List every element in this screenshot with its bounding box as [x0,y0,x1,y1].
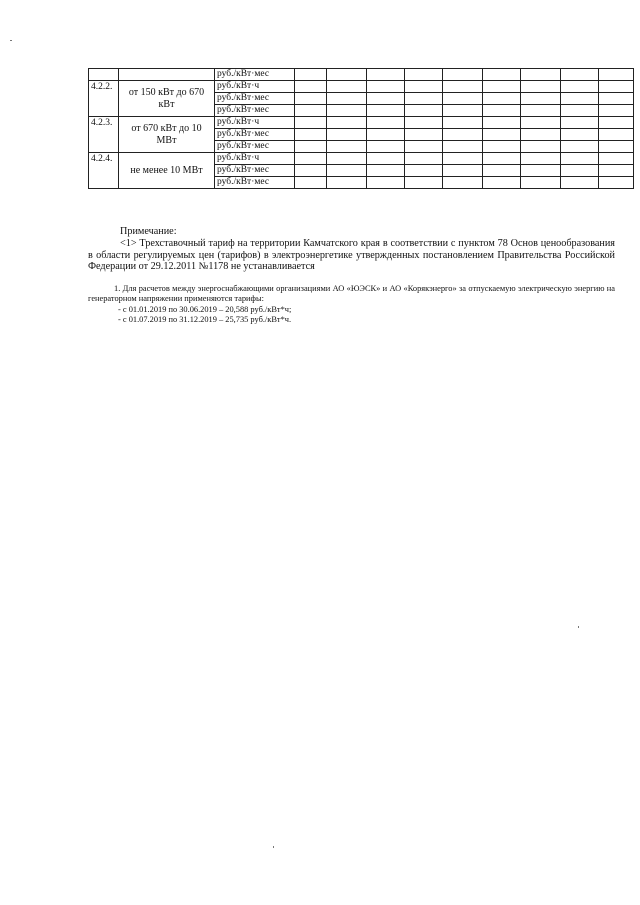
cell-empty [405,129,443,141]
cell-empty [443,177,483,189]
cell-empty [327,153,367,165]
cell-empty [561,117,599,129]
cell-empty [405,141,443,153]
cell-empty [327,81,367,93]
cell-empty [443,105,483,117]
cell-empty [521,117,561,129]
cell-empty [405,165,443,177]
cell-empty [295,129,327,141]
cell-level: от 670 кВт до 10 МВт [119,117,215,153]
cell-empty [295,153,327,165]
note-text: <1> Трехставочный тариф на территории Камчатского края в соответствии с пунктом 78 Основ ценообразования в области регулируемых цен (тарифов) в электроэнергетике утвержденных постановлением Правительства Российской Федерации от 29.12.2011 №1178 не устанавливается [88,237,615,273]
cell-empty [405,177,443,189]
cell-empty [599,141,634,153]
cell-empty [599,165,634,177]
cell-empty [367,165,405,177]
table-row [89,153,634,165]
cell-num: 4.2.3. [89,117,119,153]
cell-empty [561,105,599,117]
cell-empty [327,93,367,105]
footnote-text: 1. Для расчетов между энергоснабжающими организациями АО «ЮЭСК» и АО «Корякэнерго» за отпускаемую электрическую энергию на генераторном напряжении применяются тарифы: [88,284,615,304]
cell-empty [521,141,561,153]
cell-empty [561,177,599,189]
cell-empty [367,81,405,93]
cell-empty [483,81,521,93]
cell-empty [599,93,634,105]
cell-unit: руб./кВт·мес [215,105,295,117]
cell-empty [483,129,521,141]
cell-empty [521,105,561,117]
tariff-table-body [89,69,634,189]
cell-empty [561,141,599,153]
cell-empty [295,93,327,105]
cell-empty [367,177,405,189]
cell-empty [327,141,367,153]
scan-speck [273,846,274,848]
note-title: Примечание: [120,226,177,237]
cell-empty [327,117,367,129]
cell-empty [599,129,634,141]
cell-empty [295,117,327,129]
cell-empty [561,81,599,93]
cell-empty [405,93,443,105]
cell-empty [443,117,483,129]
cell-empty [367,141,405,153]
footnote-item-1: - с 01.01.2019 по 30.06.2019 – 20,588 руб./кВт*ч; [118,304,292,314]
cell-empty [483,165,521,177]
cell-empty [521,177,561,189]
cell-level [119,69,215,81]
cell-level: не менее 10 МВт [119,153,215,189]
cell-empty [327,129,367,141]
cell-empty [405,117,443,129]
cell-empty [327,177,367,189]
scan-speck [10,40,12,41]
cell-unit: руб./кВт·ч [215,117,295,129]
cell-level: от 150 кВт до 670 кВт [119,81,215,117]
cell-empty [405,81,443,93]
note-section [88,226,615,273]
cell-empty [599,177,634,189]
cell-empty [561,153,599,165]
table-row [89,81,634,93]
cell-empty [483,177,521,189]
cell-empty [521,165,561,177]
cell-empty [367,105,405,117]
cell-unit: руб./кВт·мес [215,69,295,81]
cell-empty [483,141,521,153]
cell-empty [295,141,327,153]
footnote-section [88,284,615,326]
cell-empty [327,105,367,117]
cell-num: 4.2.4. [89,153,119,189]
cell-num [89,69,119,81]
cell-empty [483,117,521,129]
tariff-table [88,68,634,189]
table-row [89,117,634,129]
cell-empty [483,105,521,117]
cell-empty [327,165,367,177]
cell-unit: руб./кВт·ч [215,153,295,165]
cell-empty [483,153,521,165]
cell-empty [295,81,327,93]
cell-empty [521,153,561,165]
cell-empty [443,165,483,177]
cell-unit: руб./кВт·мес [215,93,295,105]
cell-empty [405,105,443,117]
cell-empty [443,129,483,141]
cell-empty [599,81,634,93]
cell-empty [367,93,405,105]
cell-unit: руб./кВт·ч [215,81,295,93]
cell-unit: руб./кВт·мес [215,141,295,153]
cell-unit: руб./кВт·мес [215,177,295,189]
cell-empty [295,177,327,189]
footnote-item-2: - с 01.07.2019 по 31.12.2019 – 25,735 руб./кВт*ч. [118,315,292,325]
cell-empty [521,93,561,105]
cell-empty [367,129,405,141]
cell-num: 4.2.2. [89,81,119,117]
cell-unit: руб./кВт·мес [215,129,295,141]
cell-empty [443,153,483,165]
cell-empty [521,81,561,93]
table-row [89,69,634,81]
cell-empty [599,153,634,165]
cell-empty [295,165,327,177]
cell-empty [599,117,634,129]
cell-empty [295,105,327,117]
cell-empty [483,93,521,105]
scan-speck [578,626,579,628]
cell-empty [405,153,443,165]
cell-empty [561,129,599,141]
cell-empty [443,93,483,105]
cell-empty [521,129,561,141]
cell-empty [367,117,405,129]
cell-empty [443,81,483,93]
cell-unit: руб./кВт·мес [215,165,295,177]
cell-empty [561,165,599,177]
cell-empty [367,153,405,165]
cell-empty [443,141,483,153]
cell-empty [599,105,634,117]
cell-empty [561,93,599,105]
